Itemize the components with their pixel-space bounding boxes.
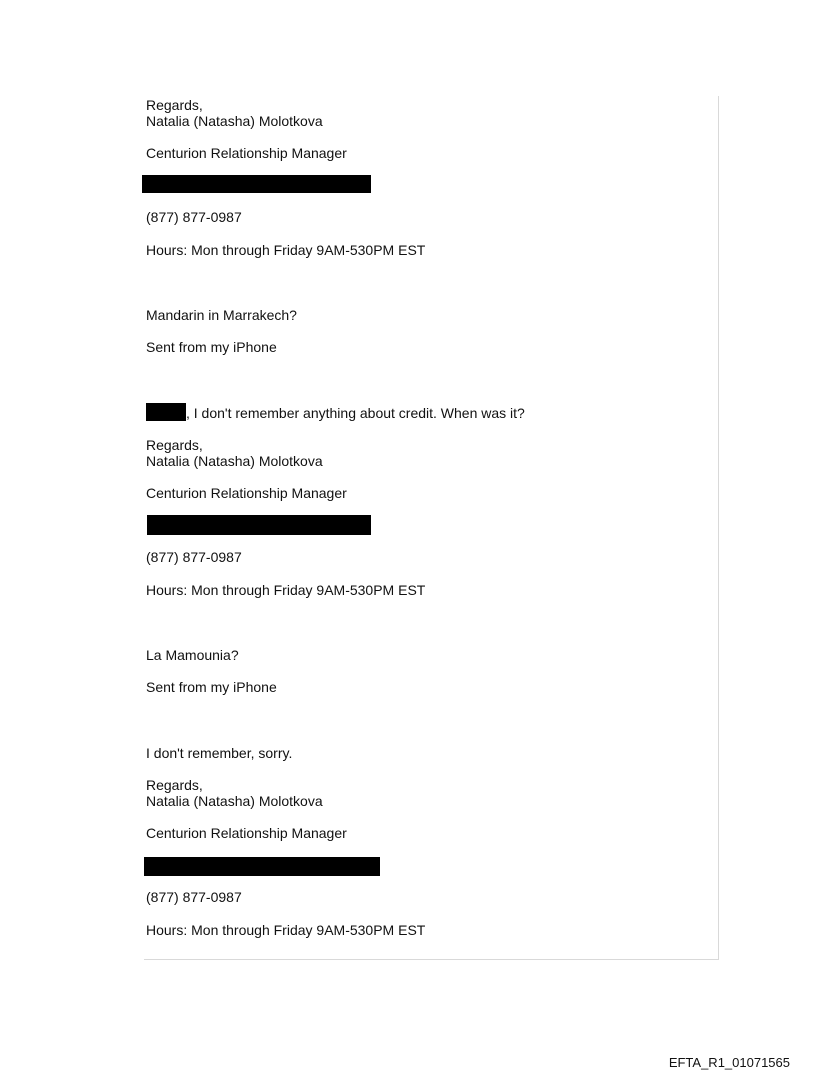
redaction-bar — [146, 403, 186, 421]
signature-hours: Hours: Mon through Friday 9AM-530PM EST — [146, 242, 426, 258]
message-text: I don't remember, sorry. — [146, 745, 293, 761]
document-id: EFTA_R1_01071565 — [668, 1055, 790, 1070]
message-text: , I don't remember anything about credit. When was it? — [186, 405, 525, 421]
message-text: La Mamounia? — [146, 647, 239, 663]
signature-hours: Hours: Mon through Friday 9AM-530PM EST — [146, 922, 426, 938]
signature-regards: Regards, — [146, 777, 203, 793]
message-text: Mandarin in Marrakech? — [146, 307, 297, 323]
redaction-bar — [142, 175, 371, 193]
sent-from-iphone: Sent from my iPhone — [146, 679, 277, 695]
signature-title: Centurion Relationship Manager — [146, 485, 347, 501]
signature-phone: (877) 877-0987 — [146, 209, 242, 225]
signature-title: Centurion Relationship Manager — [146, 145, 347, 161]
sent-from-iphone: Sent from my iPhone — [146, 339, 277, 355]
redaction-bar — [144, 857, 380, 876]
signature-name: Natalia (Natasha) Molotkova — [146, 113, 323, 129]
signature-phone: (877) 877-0987 — [146, 549, 242, 565]
signature-name: Natalia (Natasha) Molotkova — [146, 793, 323, 809]
signature-title: Centurion Relationship Manager — [146, 825, 347, 841]
signature-name: Natalia (Natasha) Molotkova — [146, 453, 323, 469]
signature-regards: Regards, — [146, 97, 203, 113]
signature-regards: Regards, — [146, 437, 203, 453]
redaction-bar — [147, 515, 371, 535]
signature-hours: Hours: Mon through Friday 9AM-530PM EST — [146, 582, 426, 598]
signature-phone: (877) 877-0987 — [146, 889, 242, 905]
